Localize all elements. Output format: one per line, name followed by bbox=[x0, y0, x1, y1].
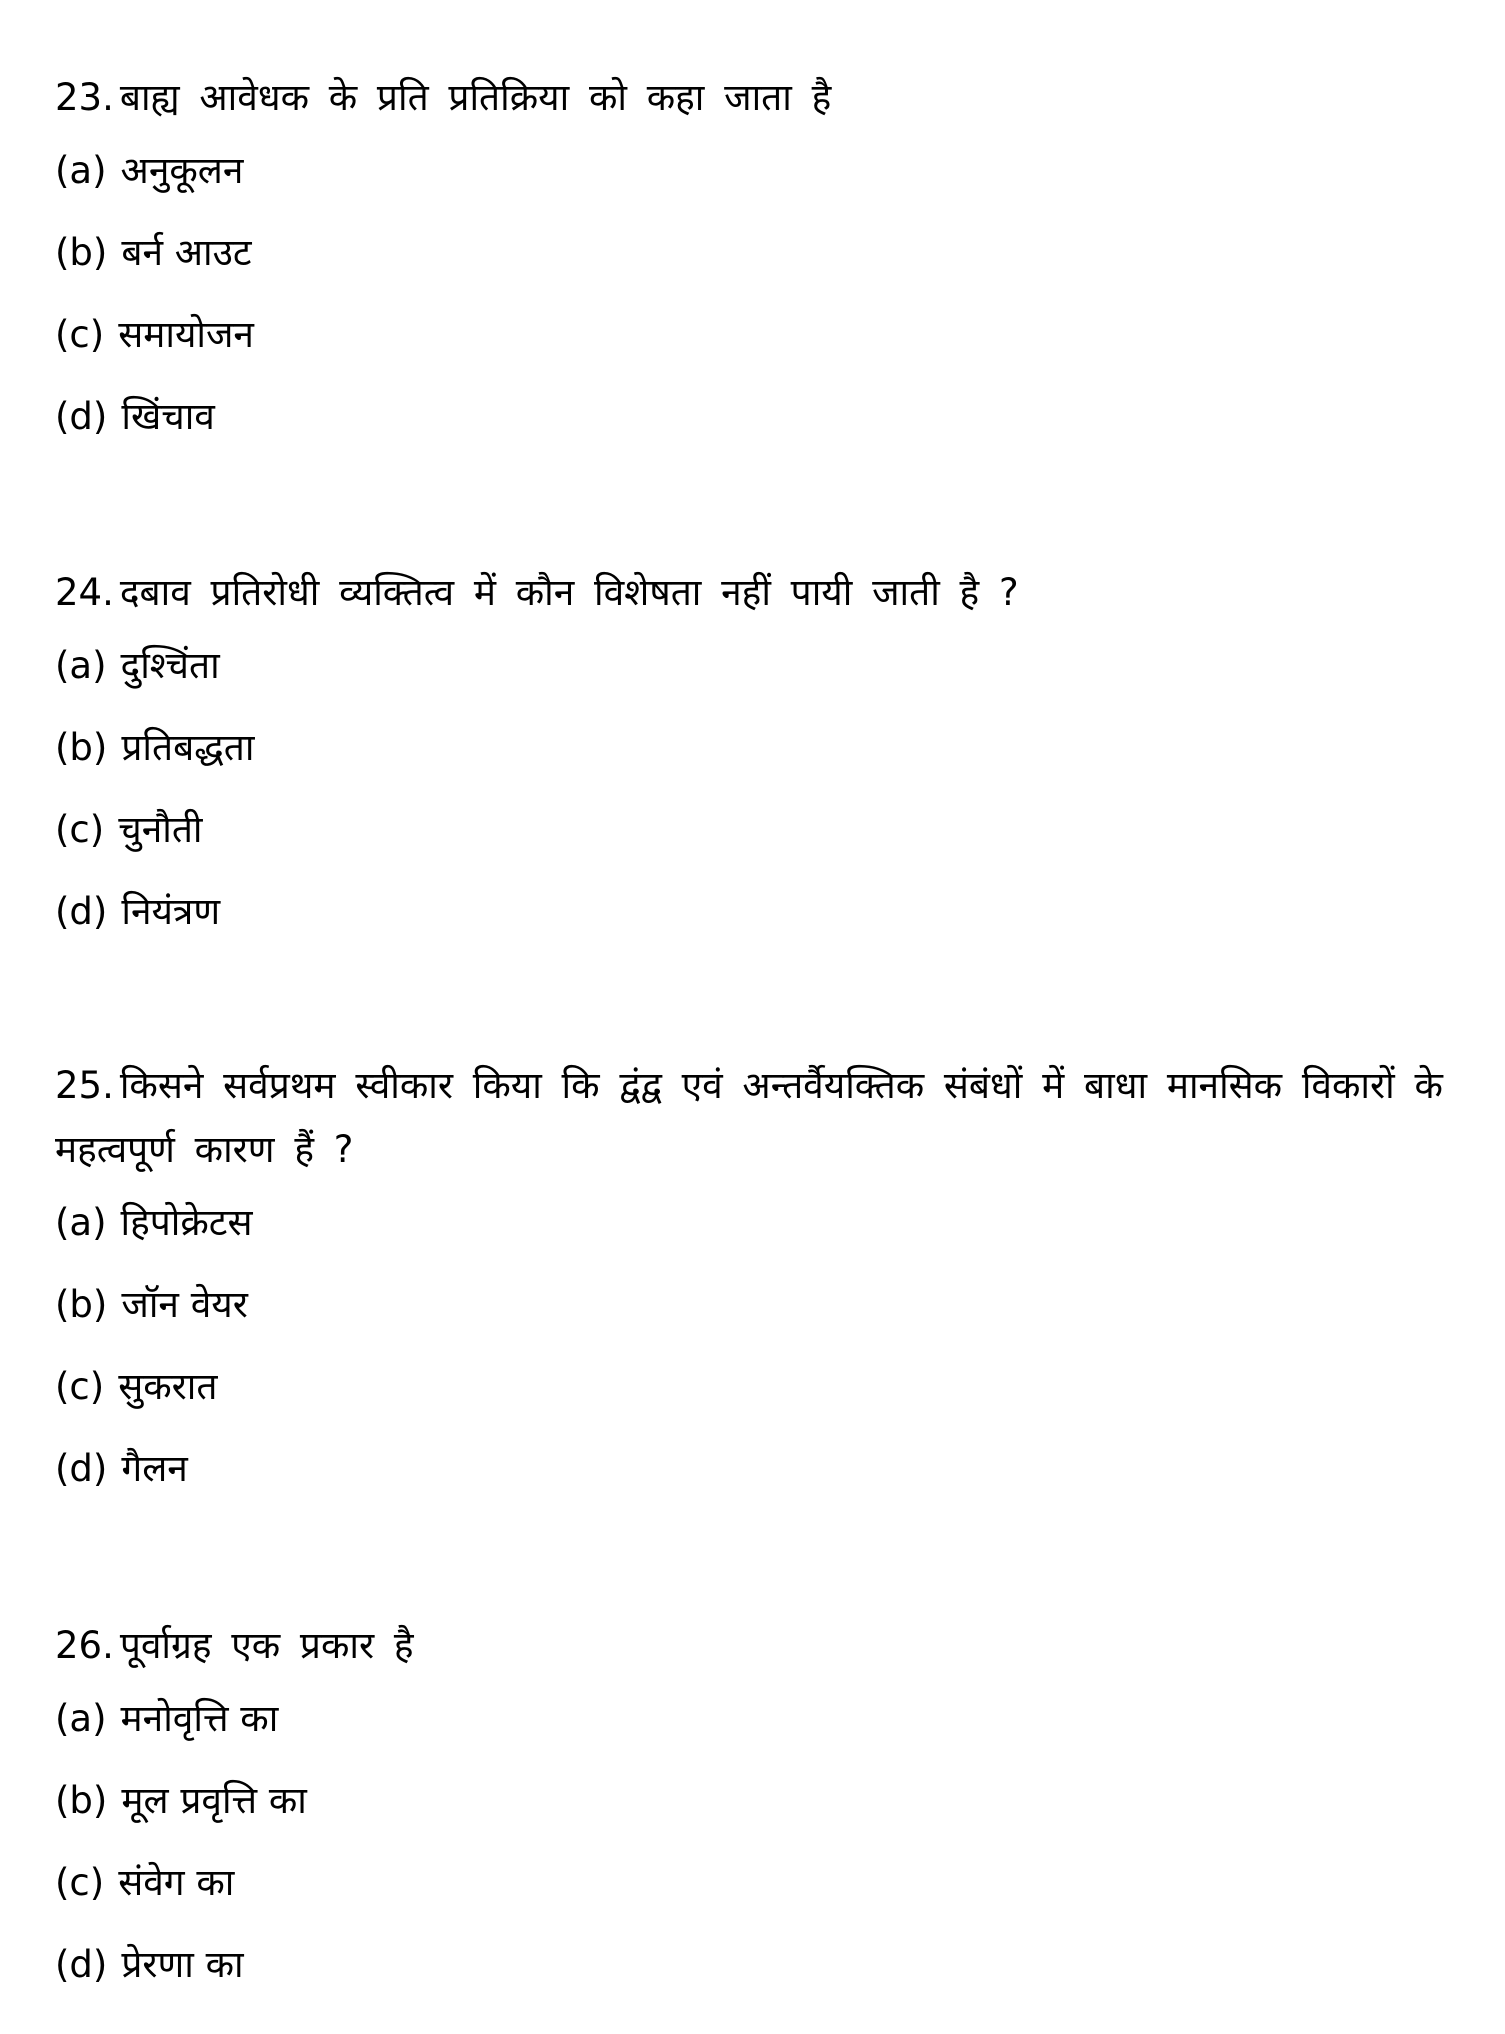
question-24 bbox=[55, 561, 1455, 953]
question-number: 24. bbox=[55, 571, 114, 614]
option-letter: (b) bbox=[55, 1283, 108, 1326]
option-text: सुकरात bbox=[118, 1365, 218, 1408]
option-text: चुनौती bbox=[118, 808, 203, 851]
option-text: हिपोक्रेटस bbox=[120, 1201, 253, 1244]
question-body: बाह्य आवेधक के प्रति प्रतिक्रिया को कहा जाता है bbox=[119, 76, 832, 119]
option-letter: (a) bbox=[55, 1697, 107, 1740]
option-letter: (c) bbox=[55, 313, 105, 356]
option-letter: (d) bbox=[55, 890, 108, 933]
question-body: पूर्वाग्रह एक प्रकार है bbox=[119, 1624, 414, 1667]
option-a bbox=[55, 1182, 1455, 1264]
option-letter: (b) bbox=[55, 1779, 108, 1822]
question-text bbox=[55, 561, 1455, 625]
question-number: 26. bbox=[55, 1624, 114, 1667]
option-b bbox=[55, 1264, 1455, 1346]
option-d bbox=[55, 871, 1455, 953]
option-a bbox=[55, 625, 1455, 707]
option-d bbox=[55, 1428, 1455, 1510]
question-text bbox=[55, 1054, 1455, 1182]
question-body: किसने सर्वप्रथम स्वीकार किया कि द्वंद्व एवं अन्तर्वैयक्तिक संबंधों में बाधा मानसिक विकारों के महत्वपूर्ण कारण हैं ? bbox=[55, 1064, 1443, 1171]
question-body: दबाव प्रतिरोधी व्यक्तित्व में कौन विशेषता नहीं पायी जाती है ? bbox=[119, 571, 1019, 614]
question-text bbox=[55, 66, 1455, 130]
option-list bbox=[55, 130, 1455, 458]
question-23 bbox=[55, 66, 1455, 458]
option-letter: (c) bbox=[55, 808, 105, 851]
option-letter: (c) bbox=[55, 1861, 105, 1904]
option-list bbox=[55, 625, 1455, 953]
question-26 bbox=[55, 1614, 1455, 2006]
option-letter: (d) bbox=[55, 1447, 108, 1490]
option-text: जॉन वेयर bbox=[121, 1283, 248, 1326]
option-text: समायोजन bbox=[118, 313, 254, 356]
option-d bbox=[55, 376, 1455, 458]
option-list bbox=[55, 1182, 1455, 1510]
option-text: संवेग का bbox=[118, 1861, 235, 1904]
option-b bbox=[55, 212, 1455, 294]
option-letter: (a) bbox=[55, 149, 107, 192]
option-d bbox=[55, 1924, 1455, 2006]
option-text: अनुकूलन bbox=[120, 149, 244, 192]
option-letter: (d) bbox=[55, 1943, 108, 1986]
option-letter: (b) bbox=[55, 726, 108, 769]
option-text: बर्न आउट bbox=[121, 231, 252, 274]
option-c bbox=[55, 789, 1455, 871]
option-text: दुश्चिंता bbox=[120, 644, 220, 687]
option-letter: (d) bbox=[55, 395, 108, 438]
option-text: मनोवृत्ति का bbox=[120, 1697, 279, 1740]
option-letter: (c) bbox=[55, 1365, 105, 1408]
option-a bbox=[55, 1678, 1455, 1760]
option-text: मूल प्रवृत्ति का bbox=[121, 1779, 307, 1822]
option-b bbox=[55, 707, 1455, 789]
option-a bbox=[55, 130, 1455, 212]
question-number: 25. bbox=[55, 1064, 114, 1107]
option-c bbox=[55, 294, 1455, 376]
option-text: प्रतिबद्धता bbox=[121, 726, 255, 769]
option-text: खिंचाव bbox=[121, 395, 215, 438]
question-25 bbox=[55, 1054, 1455, 1510]
option-text: प्रेरणा का bbox=[121, 1943, 244, 1986]
option-c bbox=[55, 1346, 1455, 1428]
option-c bbox=[55, 1842, 1455, 1924]
option-text: गैलन bbox=[121, 1447, 188, 1490]
question-text bbox=[55, 1614, 1455, 1678]
option-text: नियंत्रण bbox=[121, 890, 221, 933]
option-letter: (a) bbox=[55, 1201, 107, 1244]
question-number: 23. bbox=[55, 76, 114, 119]
option-letter: (b) bbox=[55, 231, 108, 274]
option-letter: (a) bbox=[55, 644, 107, 687]
option-b bbox=[55, 1760, 1455, 1842]
option-list bbox=[55, 1678, 1455, 2006]
